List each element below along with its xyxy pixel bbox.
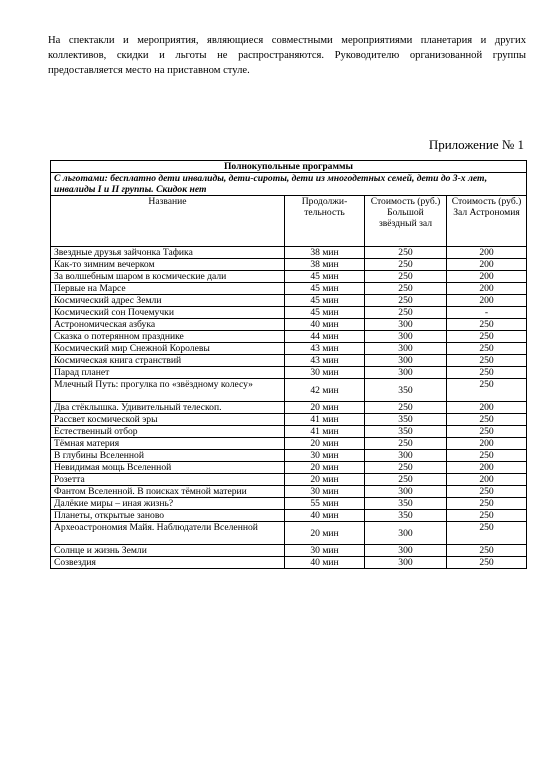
program-price-astronomy-hall: 250: [447, 486, 527, 498]
program-price-big-hall: 300: [365, 355, 447, 367]
program-duration: 30 мин: [285, 367, 365, 379]
program-price-astronomy-hall: -: [447, 307, 527, 319]
program-price-astronomy-hall: 250: [447, 355, 527, 367]
program-name: Невидимая мощь Вселенной: [51, 462, 285, 474]
program-name: В глубины Вселенной: [51, 450, 285, 462]
program-name: Естественный отбор: [51, 426, 285, 438]
program-duration: 30 мин: [285, 486, 365, 498]
table-row: [51, 474, 527, 486]
table-row: [51, 259, 527, 271]
table-row: [51, 331, 527, 343]
table-row: [51, 462, 527, 474]
program-price-astronomy-hall: 200: [447, 247, 527, 259]
program-name: Космический мир Снежной Королевы: [51, 343, 285, 355]
table-row: [51, 510, 527, 522]
table-header-row: [51, 196, 527, 247]
programs-table: [50, 160, 527, 569]
program-duration: 30 мин: [285, 450, 365, 462]
program-price-astronomy-hall: 200: [447, 462, 527, 474]
program-price-astronomy-hall: 200: [447, 402, 527, 414]
program-name: Тёмная материя: [51, 438, 285, 450]
program-price-astronomy-hall: 250: [447, 557, 527, 569]
program-price-big-hall: 350: [365, 510, 447, 522]
program-price-astronomy-hall: 200: [447, 283, 527, 295]
program-name: Млечный Путь: прогулка по «звёздному колесу»: [51, 379, 285, 402]
table-row: [51, 498, 527, 510]
table-title: Полнокупольные программы: [51, 161, 527, 173]
program-price-big-hall: 300: [365, 557, 447, 569]
program-price-big-hall: 250: [365, 307, 447, 319]
program-name: За волшебным шаром в космические дали: [51, 271, 285, 283]
program-name: Сказка о потерянном празднике: [51, 331, 285, 343]
program-price-big-hall: 350: [365, 379, 447, 402]
program-name: Первые на Марсе: [51, 283, 285, 295]
program-duration: 40 мин: [285, 510, 365, 522]
table-row: [51, 295, 527, 307]
program-price-big-hall: 250: [365, 402, 447, 414]
program-price-astronomy-hall: 200: [447, 474, 527, 486]
program-name: Космический сон Почемучки: [51, 307, 285, 319]
table-row: [51, 271, 527, 283]
program-price-big-hall: 250: [365, 438, 447, 450]
table-row: [51, 307, 527, 319]
header-price-big-hall: Стоимость (руб.) Большой звёздный зал: [365, 196, 447, 247]
program-duration: 40 мин: [285, 319, 365, 331]
table-row: [51, 379, 527, 402]
table-row: [51, 557, 527, 569]
program-price-astronomy-hall: 250: [447, 379, 527, 402]
program-price-big-hall: 300: [365, 486, 447, 498]
table-row: [51, 545, 527, 557]
table-row: [51, 414, 527, 426]
program-name: Далёкие миры – иная жизнь?: [51, 498, 285, 510]
program-price-astronomy-hall: 250: [447, 331, 527, 343]
program-duration: 45 мин: [285, 271, 365, 283]
table-row: [51, 426, 527, 438]
appendix-label: Приложение № 1: [428, 137, 524, 152]
table-row: [51, 522, 527, 545]
program-price-astronomy-hall: 250: [447, 498, 527, 510]
program-price-big-hall: 300: [365, 319, 447, 331]
program-price-big-hall: 250: [365, 259, 447, 271]
program-price-astronomy-hall: 200: [447, 259, 527, 271]
program-duration: 38 мин: [285, 259, 365, 271]
program-duration: 20 мин: [285, 402, 365, 414]
program-price-astronomy-hall: 250: [447, 367, 527, 379]
program-duration: 42 мин: [285, 379, 365, 402]
program-name: Созвездия: [51, 557, 285, 569]
program-price-astronomy-hall: 200: [447, 438, 527, 450]
program-name: Фантом Вселенной. В поисках тёмной материи: [51, 486, 285, 498]
program-price-big-hall: 300: [365, 522, 447, 545]
program-price-big-hall: 300: [365, 367, 447, 379]
program-price-astronomy-hall: 250: [447, 426, 527, 438]
program-price-big-hall: 350: [365, 498, 447, 510]
program-price-big-hall: 300: [365, 450, 447, 462]
program-price-astronomy-hall: 200: [447, 271, 527, 283]
program-price-astronomy-hall: 250: [447, 522, 527, 545]
program-duration: 45 мин: [285, 295, 365, 307]
program-price-big-hall: 250: [365, 283, 447, 295]
program-price-astronomy-hall: 250: [447, 319, 527, 331]
program-name: Астрономическая азбука: [51, 319, 285, 331]
program-price-big-hall: 250: [365, 247, 447, 259]
program-price-big-hall: 250: [365, 462, 447, 474]
table-row: [51, 450, 527, 462]
table-row: [51, 367, 527, 379]
program-duration: 20 мин: [285, 462, 365, 474]
program-price-big-hall: 250: [365, 474, 447, 486]
table-note: С льготами: бесплатно дети инвалиды, дети-сироты, дети из многодетных семей, дети до 3-х лет, инвалиды I и II группы. Скидок нет: [51, 173, 527, 196]
program-price-astronomy-hall: 250: [447, 545, 527, 557]
table-row: [51, 247, 527, 259]
program-price-big-hall: 250: [365, 295, 447, 307]
program-duration: 38 мин: [285, 247, 365, 259]
program-name: Космическая книга странствий: [51, 355, 285, 367]
program-duration: 55 мин: [285, 498, 365, 510]
table-row: [51, 343, 527, 355]
program-name: Звездные друзья зайчонка Тафика: [51, 247, 285, 259]
program-duration: 40 мин: [285, 557, 365, 569]
table-row: [51, 319, 527, 331]
program-duration: 45 мин: [285, 283, 365, 295]
table-row: [51, 438, 527, 450]
program-price-astronomy-hall: 250: [447, 343, 527, 355]
header-price-astronomy-hall: Стоимость (руб.) Зал Астрономия: [447, 196, 527, 247]
program-price-big-hall: 250: [365, 271, 447, 283]
program-price-big-hall: 350: [365, 426, 447, 438]
table-row: [51, 402, 527, 414]
program-price-big-hall: 300: [365, 343, 447, 355]
program-duration: 43 мин: [285, 355, 365, 367]
program-duration: 20 мин: [285, 438, 365, 450]
program-name: Два стёклышка. Удивительный телескоп.: [51, 402, 285, 414]
program-name: Археоастрономия Майя. Наблюдатели Вселенной: [51, 522, 285, 545]
table-row: [51, 355, 527, 367]
program-price-astronomy-hall: 250: [447, 510, 527, 522]
program-duration: 41 мин: [285, 414, 365, 426]
header-name: Название: [51, 196, 285, 247]
program-price-astronomy-hall: 250: [447, 414, 527, 426]
program-name: Рассвет космической эры: [51, 414, 285, 426]
table-row: [51, 283, 527, 295]
program-duration: 20 мин: [285, 522, 365, 545]
program-duration: 45 мин: [285, 307, 365, 319]
program-duration: 30 мин: [285, 545, 365, 557]
program-duration: 20 мин: [285, 474, 365, 486]
intro-paragraph: На спектакли и мероприятия, являющиеся совместными мероприятиями планетария и других коллективов, скидки и льготы не распространяются. Руководителю организованной группы предоставляется место на приставном стуле.: [48, 34, 526, 76]
program-price-big-hall: 300: [365, 545, 447, 557]
program-name: Космический адрес Земли: [51, 295, 285, 307]
program-duration: 44 мин: [285, 331, 365, 343]
header-duration: Продолжи-тельность: [285, 196, 365, 247]
program-price-big-hall: 350: [365, 414, 447, 426]
program-name: Как-то зимним вечерком: [51, 259, 285, 271]
program-name: Планеты, открытые заново: [51, 510, 285, 522]
program-duration: 41 мин: [285, 426, 365, 438]
program-price-big-hall: 300: [365, 331, 447, 343]
program-name: Парад планет: [51, 367, 285, 379]
program-price-astronomy-hall: 200: [447, 295, 527, 307]
program-duration: 43 мин: [285, 343, 365, 355]
program-price-astronomy-hall: 250: [447, 450, 527, 462]
program-name: Розетта: [51, 474, 285, 486]
program-name: Солнце и жизнь Земли: [51, 545, 285, 557]
table-row: [51, 486, 527, 498]
